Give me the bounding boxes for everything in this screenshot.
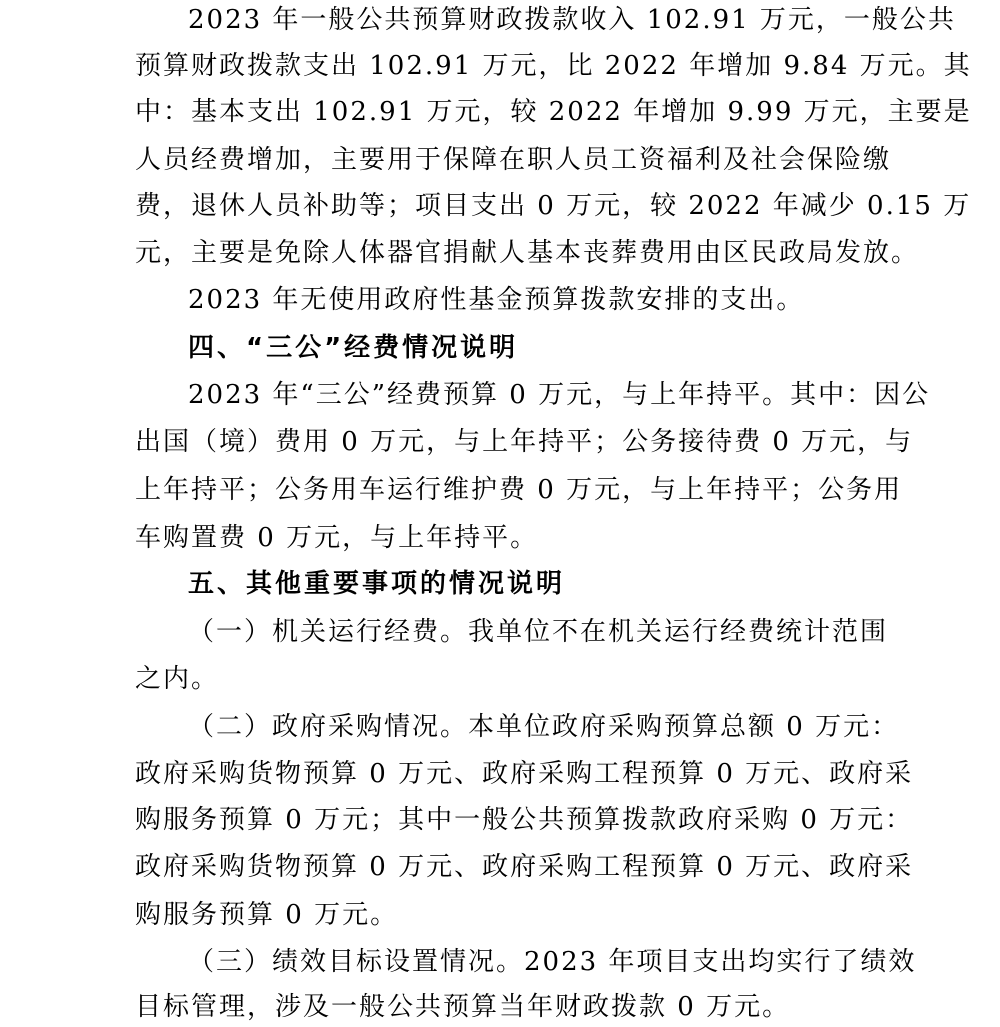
paragraph-line: 2023 年无使用政府性基金预算拨款安排的支出。 [188, 285, 805, 315]
paragraph-line: 中：基本支出 102.91 万元，较 2022 年增加 9.99 万元，主要是 [135, 97, 972, 127]
section-heading: 四、“三公”经费情况说明 [188, 333, 519, 363]
paragraph-line: 2023 年“三公”经费预算 0 万元，与上年持平。其中：因公 [188, 380, 931, 410]
paragraph-line: 人员经费增加，主要用于保障在职人员工资福利及社会保险缴 [135, 145, 892, 175]
paragraph-line: （一）机关运行经费。我单位不在机关运行经费统计范围 [188, 617, 889, 647]
section-heading: 五、其他重要事项的情况说明 [188, 569, 566, 599]
paragraph-line: 预算财政拨款支出 102.91 万元，比 2022 年增加 9.84 万元。其 [135, 51, 972, 81]
paragraph-line: 上年持平；公务用车运行维护费 0 万元，与上年持平；公务用 [135, 475, 903, 505]
paragraph-line: 购服务预算 0 万元。 [135, 900, 399, 930]
paragraph-line: 费，退休人员补助等；项目支出 0 万元，较 2022 年减少 0.15 万 [135, 191, 972, 221]
paragraph-line: 目标管理，涉及一般公共预算当年财政拨款 0 万元。 [135, 992, 791, 1022]
paragraph-line: （二）政府采购情况。本单位政府采购预算总额 0 万元： [188, 712, 900, 742]
paragraph-line: 元，主要是免除人体器官捐献人基本丧葬费用由区民政局发放。 [135, 238, 920, 268]
paragraph-line: 车购置费 0 万元，与上年持平。 [135, 523, 539, 553]
paragraph-line: 购服务预算 0 万元；其中一般公共预算拨款政府采购 0 万元： [135, 805, 914, 835]
paragraph-line: 出国（境）费用 0 万元，与上年持平；公务接待费 0 万元，与 [135, 427, 914, 457]
paragraph-line: 政府采购货物预算 0 万元、政府采购工程预算 0 万元、政府采 [135, 852, 914, 882]
paragraph-line: （三）绩效目标设置情况。2023 年项目支出均实行了绩效 [188, 947, 917, 977]
paragraph-line: 2023 年一般公共预算财政拨款收入 102.91 万元，一般公共 [188, 5, 956, 35]
paragraph-line: 政府采购货物预算 0 万元、政府采购工程预算 0 万元、政府采 [135, 759, 914, 789]
paragraph-line: 之内。 [135, 664, 220, 694]
